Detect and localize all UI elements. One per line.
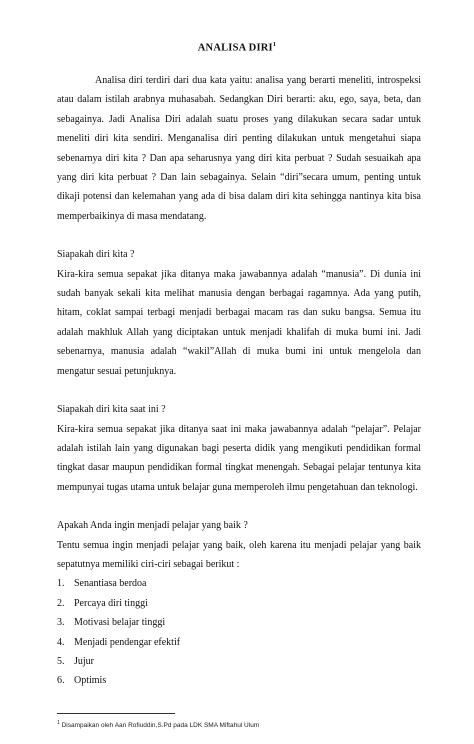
footnote — [57, 720, 259, 729]
section3-question: Apakah Anda ingin menjadi pelajar yang baik ? — [57, 520, 248, 532]
list-item — [57, 671, 421, 690]
intro-paragraph: Analisa diri terdiri dari dua kata yaitu: analisa yang berarti meneliti, introspeksi atau dalam istilah arabnya muhasabah. Sedangkan Diri berarti: aku, ego, saya, beta, dan sebagainya. Jadi Analisa Diri adalah suatu proses yang dilakukan secara sadar untuk meneliti diri kita sendiri. Menganalisa diri penting dilakukan untuk mengetahui siapa sebenarnya diri kita ? Dan apa seharusnya yang diri kita perbuat ? Sudah sesuaikah apa yang diri kita perbuat ? Dan lain sebagainya. Selain “diri”secara umum, penting untuk dikaji potensi dan kelemahan yang ada di bisa dalam diri kita sehingga nantinya kita bisa memperbaikinya di masa mendatang. — [57, 75, 421, 222]
list-item — [57, 574, 421, 593]
document-title — [0, 41, 474, 54]
section3-paragraph: Tentu semua ingin menjadi pelajar yang baik, oleh karena itu menjadi pelajar yang baik sepatutnya memiliki ciri-ciri sebagai berikut : — [57, 539, 421, 570]
list-item — [57, 613, 421, 632]
section2-question: Siapakah diri kita saat ini ? — [57, 404, 166, 416]
list-item-number: 5. — [57, 655, 65, 667]
list-item-text: Menjadi pendengar efektif — [74, 636, 181, 648]
title-footnote-ref: 1 — [272, 41, 277, 48]
section1-question: Siapakah diri kita ? — [57, 249, 135, 261]
list-item-text: Percaya diri tinggi — [74, 597, 148, 609]
traits-list — [57, 574, 421, 690]
list-item-text: Senantiasa berdoa — [74, 578, 147, 590]
list-item-text: Optimis — [74, 675, 107, 687]
list-item — [57, 652, 421, 671]
footnote-divider — [57, 713, 175, 714]
list-item-number: 6. — [57, 675, 65, 687]
list-item-text: Jujur — [74, 655, 94, 667]
footnote-ref: 1 — [57, 720, 60, 726]
list-item — [57, 633, 421, 652]
list-item-text: Motivasi belajar tinggi — [74, 617, 166, 629]
section2-paragraph: Kira-kira semua sepakat jika ditanya saat ini maka jawabannya adalah “pelajar”. Pelajar adalah istilah lain yang digunakan bagi peserta didik yang mengikuti pendidikan formal tingkat dasar maupun pendidikan formal tingkat menengah. Sebagai pelajar tentunya kita mempunyai tugas utama untuk belajar guna memperoleh ilmu pengetahuan dan teknologi. — [57, 423, 421, 493]
document-body — [57, 71, 421, 691]
list-item-number: 4. — [57, 636, 65, 648]
list-item — [57, 594, 421, 613]
footnote-text: Disampaikan oleh Aan Rofiuddin,S.Pd pada LDK SMA Miftahul Ulum — [61, 722, 260, 730]
list-item-number: 3. — [57, 617, 65, 629]
section1-paragraph: Kira-kira semua sepakat jika ditanya maka jawabannya adalah “manusia”. Di dunia ini sudah banyak sekali kita melihat manusia dengan berbagai ragamnya. Ada yang putih, hitam, coklat sampai terbagi menjadi berbagai macam ras dan suku bangsa. Semua itu adalah makhluk Allah yang diciptakan untuk menjadi khalifah di muka bumi ini. Jadi sebenarnya, manusia adalah “wakil”Allah di muka bumi ini untuk mengelola dan mengatur sesuai petunjuknya. — [57, 268, 421, 377]
list-item-number: 1. — [57, 578, 65, 590]
list-item-number: 2. — [57, 597, 65, 609]
title-text: ANALISA DIRI — [197, 42, 273, 54]
